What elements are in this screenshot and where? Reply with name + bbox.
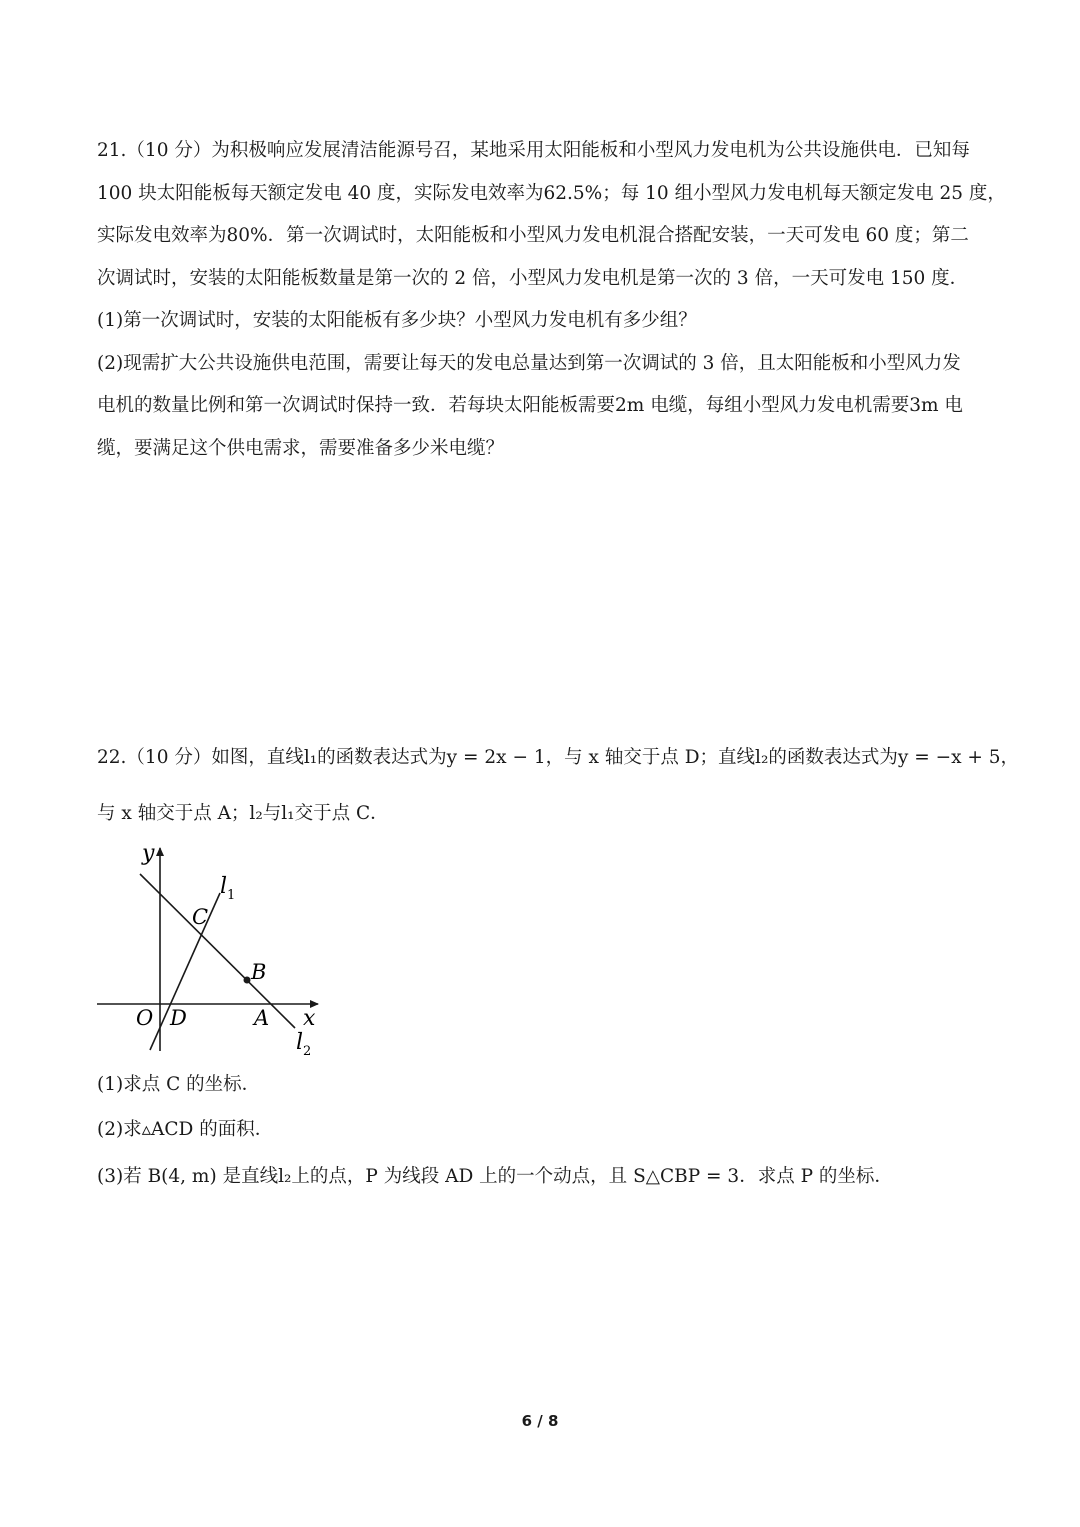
label-a: A	[254, 1006, 270, 1030]
page-number: 6 / 8	[521, 1412, 559, 1430]
label-c: C	[192, 905, 209, 929]
label-y: y	[142, 841, 155, 866]
label-l1-main: l	[220, 874, 228, 899]
label-l2-main: l	[296, 1030, 304, 1055]
q21-line-1: 21.（10 分）为积极响应发展清洁能源号召，某地采用太阳能板和小型风力发电机为公共设施供电．已知每	[97, 140, 970, 161]
label-l2-sub: 2	[303, 1044, 312, 1059]
q21-part-2-line-3: 缆，要满足这个供电需求，需要准备多少米电缆？	[97, 437, 505, 459]
q21-line-3: 实际发电效率为80%．第一次调试时，太阳能板和小型风力发电机混合搭配安装，一天可发电 60 度；第二	[97, 225, 969, 246]
q22-part-3: (3)若 B(4, m) 是直线l₂上的点，P 为线段 AD 上的一个动点，且 S△CBP = 3．求点 P 的坐标．	[97, 1166, 893, 1187]
label-b: B	[251, 960, 267, 984]
q22-part-1: (1)求点 C 的坐标．	[97, 1074, 261, 1095]
q21-part-1: (1)第一次调试时，安装的太阳能板有多少块？小型风力发电机有多少组？	[97, 310, 697, 331]
label-l1	[220, 874, 235, 903]
label-l2	[296, 1030, 311, 1059]
q21-part-2-line-2: 电机的数量比例和第一次调试时保持一致．若每块太阳能板需要2m 电缆，每组小型风力发电机需要3m 电	[97, 395, 963, 416]
label-o: O	[136, 1006, 154, 1030]
question-21	[97, 130, 1006, 470]
question-22	[97, 730, 1020, 842]
q22-line-1: 22.（10 分）如图，直线l₁的函数表达式为y = 2x − 1，与 x 轴交于点 D；直线l₂的函数表达式为y = −x + 5，	[97, 747, 1020, 768]
q22-line-2: 与 x 轴交于点 A；l₂与l₁交于点 C．	[97, 803, 389, 824]
q21-line-2: 100 块太阳能板每天额定发电 40 度，实际发电效率为62.5%；每 10 组小型风力发电机每天额定发电 25 度，	[97, 182, 1006, 204]
label-d: D	[170, 1006, 187, 1030]
point-b	[244, 977, 251, 984]
q21-line-4: 次调试时，安装的太阳能板数量是第一次的 2 倍，小型风力发电机是第一次的 3 倍，一天可发电 150 度．	[97, 267, 969, 289]
q22-parts	[97, 1062, 987, 1202]
q21-part-2-line-1: (2)现需扩大公共设施供电范围，需要让每天的发电总量达到第一次调试的 3 倍，且太阳能板和小型风力发	[97, 352, 961, 374]
q22-part-2: (2)求▵ACD 的面积．	[97, 1119, 274, 1140]
label-l1-sub: 1	[227, 888, 236, 903]
label-x: x	[303, 1006, 316, 1031]
coordinate-figure	[92, 836, 332, 1064]
